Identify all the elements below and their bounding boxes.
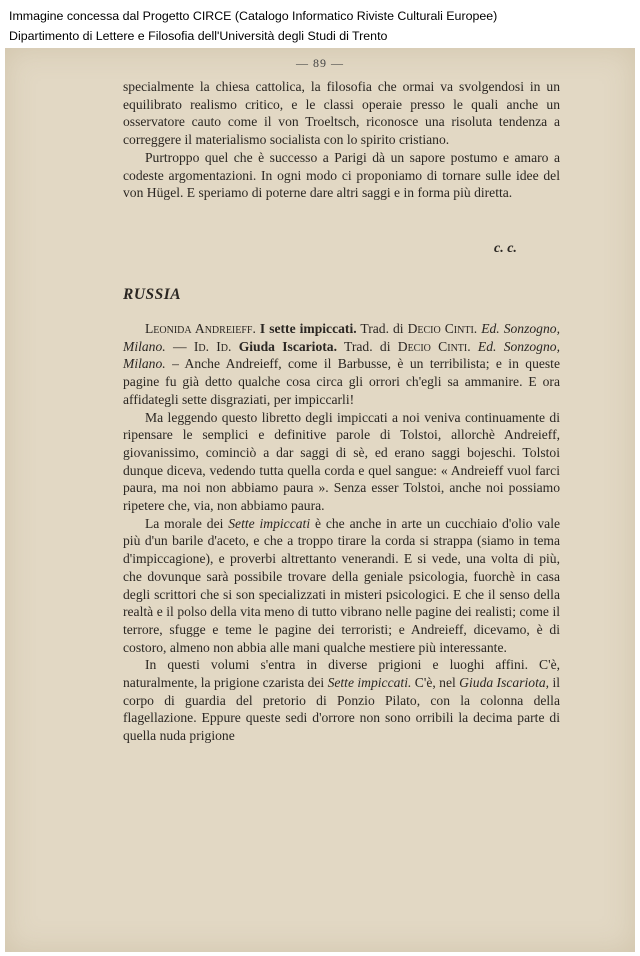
p3-part-b: è che anche in arte un cucchiaio d'olio vale più d'un barile d'aceto, e che a troppo tirare la corda si strappa (siamo in tema d'impiccagione), e proverbi altrettanto venerandi. E si vede, una volta di più, che dovunque sarà possibile trovare della geniale psicologia, fuorchè in casa degli scrittori che si son specializzati in misteri psicologici. E che il senso della realtà e il polso della vita meno di tutto vibrano nelle pagine dei realisti; come il terrore, sfugge e teme le pagine dei terroristi; e Andreieff, dicevamo, è di costoro, almeno non abbia alle mani qualche mestiere più interessante.: [123, 515, 561, 655]
header-line-1: Immagine concessa dal Progetto CIRCE (Catalogo Informatico Riviste Culturali Europee): [9, 9, 498, 23]
trad-label-1: Trad. di: [360, 321, 404, 336]
review-paragraph-2: Ma leggendo questo libretto degli impiccati a noi veniva continuamente di ripensare le semplici e definitive parole di Tolstoi, allorchè Andreieff, giovanissimo, cominciò a dar saggi di sè, ed erano saggi bojeschi. Tolstoi dunque diceva, vedendo tutta quella corda e quel sangue: « Andreieff vuol farci paura, ma noi non abbiamo paura ». Senza esser Tolstoi, anche noi possiamo ripetere che, via, non abbiamo paura.: [123, 409, 560, 514]
p4-emphasis-1: Sette impiccati.: [327, 675, 412, 691]
intro-paragraph-2: Purtroppo quel che è successo a Parigi dà un sapore postumo e amaro a codeste argomentazioni. In ogni modo ci proponiamo di tornare sulle idee del von Hügel. E speriamo di poterne dare altri saggi e in forma più diretta.: [123, 149, 560, 201]
p4-emphasis-2: Giuda Iscariota,: [459, 675, 550, 691]
book-title-1: I sette impiccati.: [259, 321, 357, 336]
p4-part-c: il corpo di guardia del pretorio di Ponzio Pilato, con la colonna della flagellazione. Eppure queste sedi d'orrore non sono orribili la decima parte di quella nuda prigione: [123, 675, 561, 744]
translator-1: Decio Cinti.: [407, 321, 478, 336]
p3-part-a: La morale dei: [145, 515, 224, 531]
p4-part-a: In questi volumi s'entra in diverse prigioni e luoghi affini. C'è, naturalmente, la prigione czarista dei: [123, 657, 560, 691]
section-title: RUSSIA: [123, 286, 182, 303]
intro-paragraph-1: specialmente la chiesa cattolica, la filosofia che ormai va svolgendosi in un equilibrato realismo critico, e le classi operaie presso le quali anche un osservatore cauto come il von Troeltsch, riconosce una risoluta tendenza a correggere il materialismo socialista con lo spirito cristiano.: [123, 79, 560, 148]
intro-text: [123, 78, 560, 202]
publisher-2: Ed. Sonzogno, Milano.: [123, 338, 560, 372]
p4-part-b: C'è, nel: [414, 675, 456, 691]
trad-label-2: Trad. di: [344, 338, 391, 354]
publisher-1: Ed. Sonzogno, Milano.: [123, 321, 560, 354]
review-paragraph-4: [123, 656, 560, 745]
header-line-2: Dipartimento di Lettere e Filosofia dell'Università degli Studi di Trento: [9, 29, 388, 43]
separator-dash: —: [172, 338, 187, 354]
review-text: [123, 320, 560, 745]
review-author: Leonida Andreieff.: [145, 321, 256, 336]
page-number: — 89 —: [296, 56, 344, 70]
translator-2: Decio Cinti.: [397, 338, 471, 354]
source-header: [0, 0, 640, 48]
signature: c. c.: [494, 241, 517, 256]
review-paragraph-3: [123, 515, 560, 657]
p3-emphasis: Sette impiccati: [228, 515, 311, 531]
book-title-2: Giuda Iscariota.: [238, 338, 337, 354]
review-paragraph-1: [123, 320, 560, 409]
idem-label: Id. Id.: [193, 338, 232, 354]
review-lead: – Anche Andreieff, come il Barbusse, è un terribilista; e in queste pagine fu già detto qualche cosa circa gli orrori ch'egli sa ammanire. E ora affidategli sette disgraziati, per impiccarli!: [123, 356, 560, 407]
